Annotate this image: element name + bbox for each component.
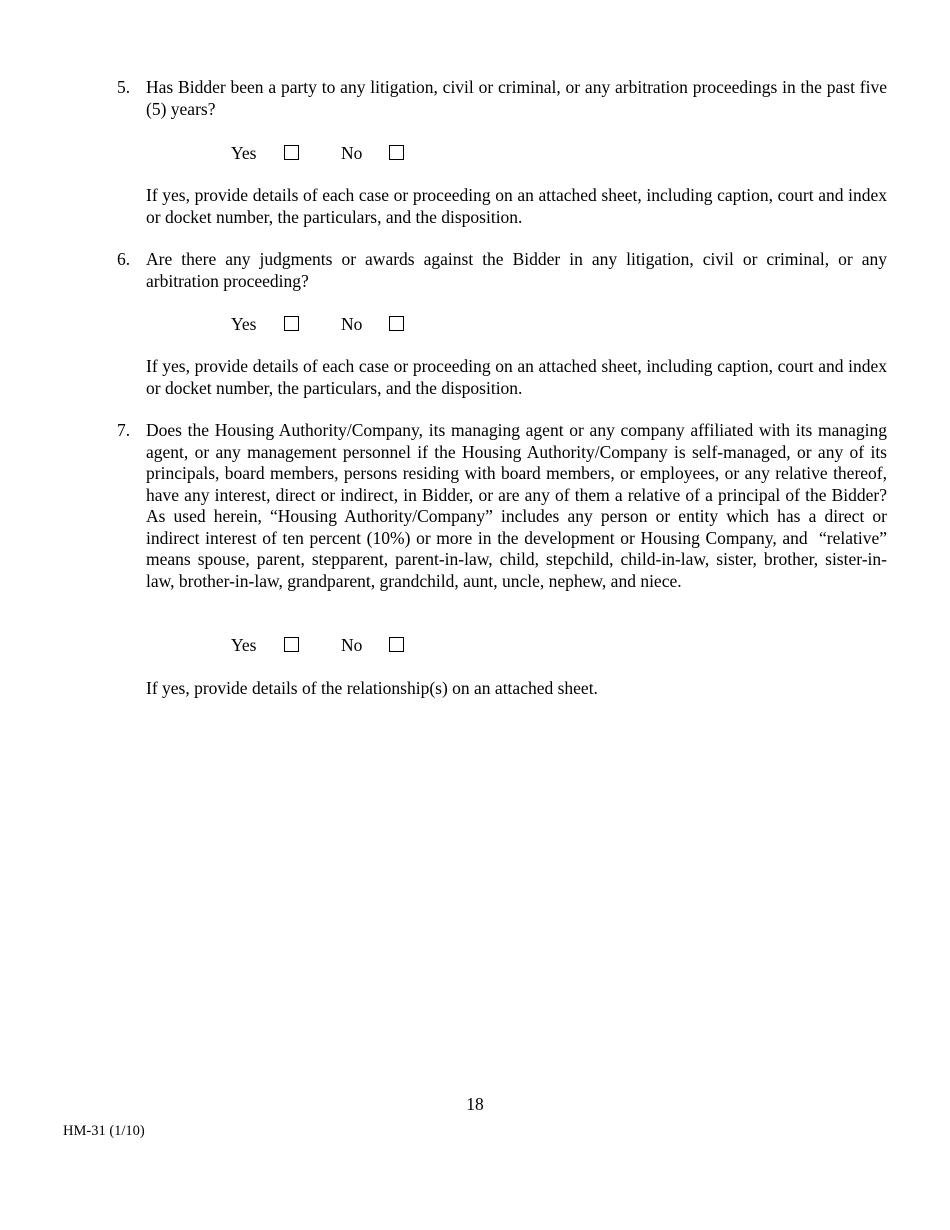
question-5-text: Has Bidder been a party to any litigation, civil or criminal, or any arbitration proceedings in the past five (5) years? <box>146 77 887 119</box>
question-6-yes-checkbox[interactable] <box>284 316 299 331</box>
question-7-yes-checkbox[interactable] <box>284 637 299 652</box>
question-5-no-label: No <box>341 143 363 163</box>
question-5-no-checkbox[interactable] <box>389 145 404 160</box>
question-5-number: 5. <box>117 77 131 97</box>
question-7-number: 7. <box>117 420 131 440</box>
question-5-detail: If yes, provide details of each case or proceeding on an attached sheet, including caption, court and index or docket number, the particulars, and the disposition. <box>146 185 887 227</box>
page-number: 18 <box>466 1094 484 1114</box>
question-5-yes-label: Yes <box>231 143 257 163</box>
question-6-no-label: No <box>341 314 363 334</box>
form-id: HM-31 (1/10) <box>63 1123 145 1139</box>
question-6-detail: If yes, provide details of each case or proceeding on an attached sheet, including caption, court and index or docket number, the particulars, and the disposition. <box>146 356 887 398</box>
question-7-yes-label: Yes <box>231 635 257 655</box>
question-6-text: Are there any judgments or awards against the Bidder in any litigation, civil or criminal, or any arbitration proceeding? <box>146 249 887 291</box>
question-7-no-checkbox[interactable] <box>389 637 404 652</box>
question-6-yes-label: Yes <box>231 314 257 334</box>
question-7-no-label: No <box>341 635 363 655</box>
question-7-detail: If yes, provide details of the relationship(s) on an attached sheet. <box>146 678 598 698</box>
question-7-text: Does the Housing Authority/Company, its managing agent or any company affiliated with its managing agent, or any management personnel if the Housing Authority/Company is self-managed, or any of its principals, board members, persons residing with board members, or employees, or any relative thereof, have any interest, direct or indirect, in Bidder, or are any of them a relative of a principal of the Bidder? As used herein, “Housing Authority/Company” includes any person or entity which has a direct or indirect interest of ten percent (10%) or more in the development or Housing Company, and “relative” means spouse, parent, stepparent, parent-in-law, child, stepchild, child-in-law, sister, brother, sister-in-law, brother-in-law, grandparent, grandchild, aunt, uncle, nephew, and niece. <box>146 420 887 591</box>
question-6-no-checkbox[interactable] <box>389 316 404 331</box>
question-6-number: 6. <box>117 249 131 269</box>
question-5-yes-checkbox[interactable] <box>284 145 299 160</box>
